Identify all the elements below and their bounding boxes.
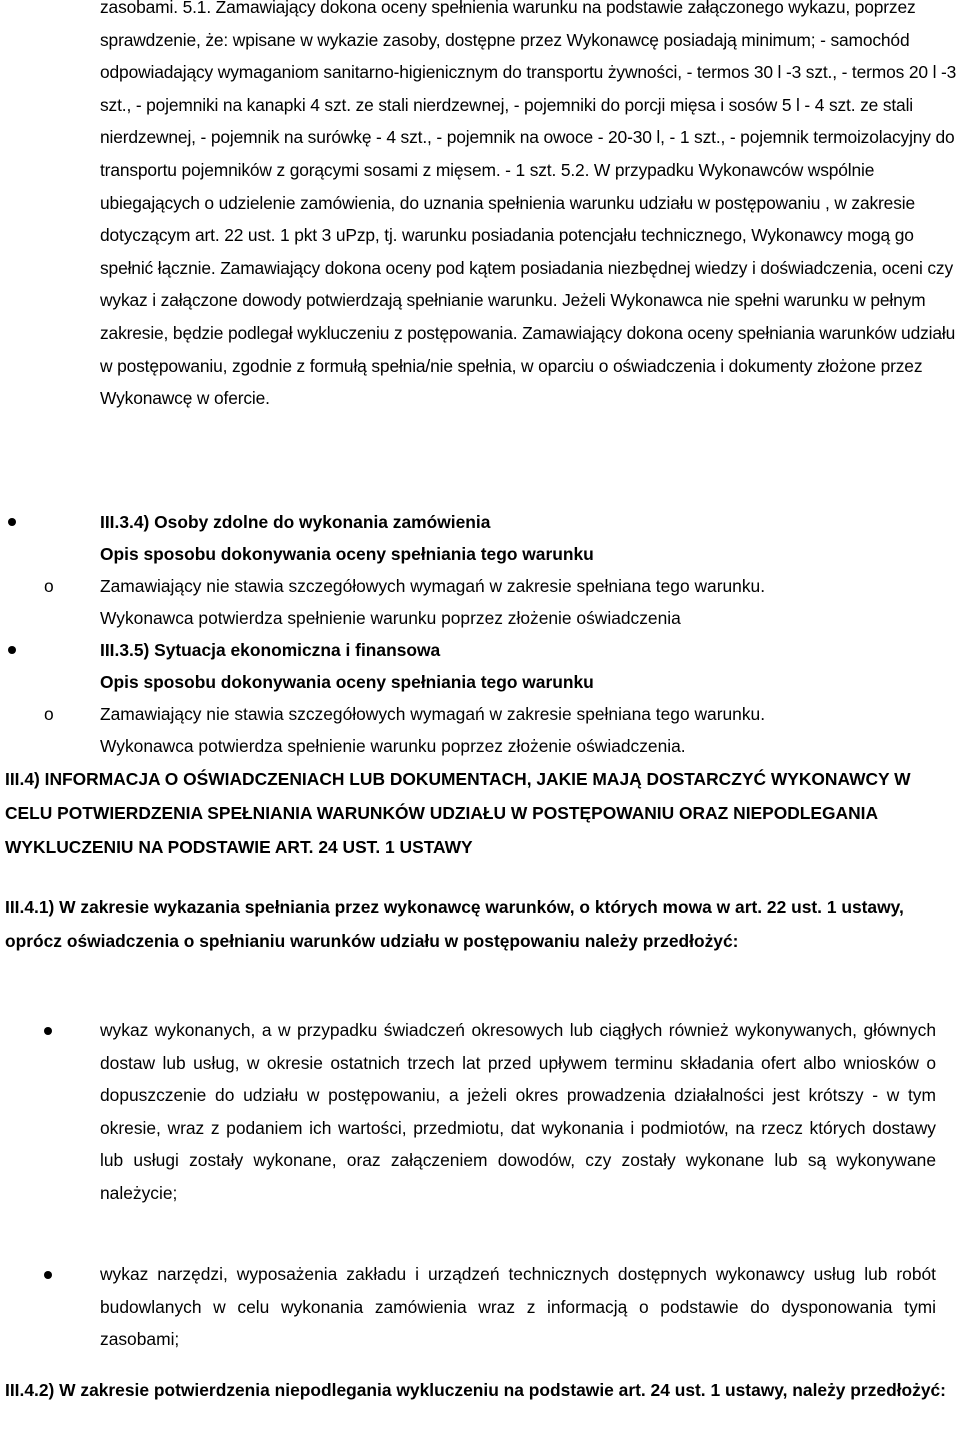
section-341-heading: III.4.1) W zakresie wykazania spełniania przez wykonawcę warunków, o których mowa w art. 22 ust. 1 ustawy, oprócz oświadczenia o spełnianiu warunków udziału w postępowaniu należy przedłożyć:: [5, 897, 904, 951]
section-335-line-1: Zamawiający nie stawia szczegółowych wymagań w zakresie spełniana tego warunku.: [100, 704, 766, 724]
bullet-dot-icon: [44, 1027, 52, 1035]
section-334-subheading: Opis sposobu dokonywania oceny spełniania tego warunku: [100, 544, 594, 564]
section-335-heading: III.3.5) Sytuacja ekonomiczna i finansowa: [100, 640, 441, 660]
list-item: wykaz wykonanych, a w przypadku świadczeń okresowych lub ciągłych również wykonywanych, głównych dostaw lub usług, w okresie ostatnich trzech lat przed upływem terminu składania ofert albo wniosków o dopuszczenie do udziału w postępowaniu, a jeżeli okres prowadzenia działalności jest krótszy - w tym okresie, wraz z podaniem ich wartości, przedmiotu, dat wykonania i podmiotów, na rzecz których dostawy lub usługi zostały wykonane, oraz załączeniem dowodów, czy zostały wykonane lub są wykonywane należycie;: [100, 1020, 936, 1203]
section-335-subheading: Opis sposobu dokonywania oceny spełniania tego warunku: [100, 672, 594, 692]
list-item: wykaz narzędzi, wyposażenia zakładu i urządzeń technicznych dostępnych wykonawcy usług lub robót budowlanych w celu wykonania zamówienia wraz z informacją o podstawie do dysponowania tymi zasobami;: [100, 1264, 936, 1349]
circle-marker-icon: o: [44, 576, 54, 596]
section-334-line-1: Zamawiający nie stawia szczegółowych wymagań w zakresie spełniana tego warunku.: [100, 576, 766, 596]
section-34-heading: III.4) INFORMACJA O OŚWIADCZENIACH LUB DOKUMENTACH, JAKIE MAJĄ DOSTARCZYĆ WYKONAWCY W CELU POTWIERDZENIA SPEŁNIANIA WARUNKÓW UDZIAŁU W POSTĘPOWANIU ORAZ NIEPODLEGANIA WYKLUCZENIU NA PODSTAWIE ART. 24 UST. 1 USTAWY: [5, 769, 911, 857]
section-334-heading: III.3.4) Osoby zdolne do wykonania zamówienia: [100, 512, 491, 532]
bullet-dot-icon: [8, 646, 16, 654]
intro-paragraph: zasobami. 5.1. Zamawiający dokona oceny spełnienia warunku na podstawie załączonego wykazu, poprzez sprawdzenie, że: wpisane w wykazie zasoby, dostępne przez Wykonawcę posiadają minimum; - samochód odpowiadający wymaganiom sanitarno-higienicznym do transportu żywności, - termos 30 l -3 szt., - termos 20 l -3 szt., - pojemniki na kanapki 4 szt. ze stali nierdzewnej, - pojemniki do porcji mięsa i sosów 5 l - 4 szt. ze stali nierdzewnej, - pojemnik na surówkę - 4 szt., - pojemnik na owoce - 20-30 l, - 1 szt., - pojemnik termoizolacyjny do transportu pojemników z gorącymi sosami z mięsem. - 1 szt. 5.2. W przypadku Wykonawców wspólnie ubiegających o udzielenie zamówienia, do uznania spełnienia warunku udziału w postępowaniu , w zakresie dotyczącym art. 22 ust. 1 pkt 3 uPzp, tj. warunku posiadania potencjału technicznego, Wykonawcy mogą go spełnić łącznie. Zamawiający dokona oceny pod kątem posiadania niezbędnej wiedzy i doświadczenia, oceni czy wykaz i załączone dowody potwierdzają spełnianie warunku. Jeżeli Wykonawca nie spełni warunku w pełnym zakresie, będzie podlegał wykluczeniu z postępowania. Zamawiający dokona oceny spełniania warunków udziału w postępowaniu, zgodnie z formułą spełnia/nie spełnia, w oparciu o oświadczenia i dokumenty złożone przez Wykonawcę w ofercie.: [100, 0, 957, 409]
section-334-row: [0, 506, 960, 538]
bullet-dot-icon: [8, 518, 16, 526]
section-335-row: [0, 634, 960, 666]
circle-marker-icon: o: [44, 704, 54, 724]
section-335-line-2: Wykonawca potwierdza spełnienie warunku poprzez złożenie oświadczenia.: [100, 736, 686, 756]
bullet-dot-icon: [44, 1271, 52, 1279]
section-334-line-2: Wykonawca potwierdza spełnienie warunku poprzez złożenie oświadczenia: [100, 608, 681, 628]
section-342-heading: III.4.2) W zakresie potwierdzenia niepodlegania wykluczeniu na podstawie art. 24 ust. 1 ustawy, należy przedłożyć:: [5, 1380, 946, 1400]
